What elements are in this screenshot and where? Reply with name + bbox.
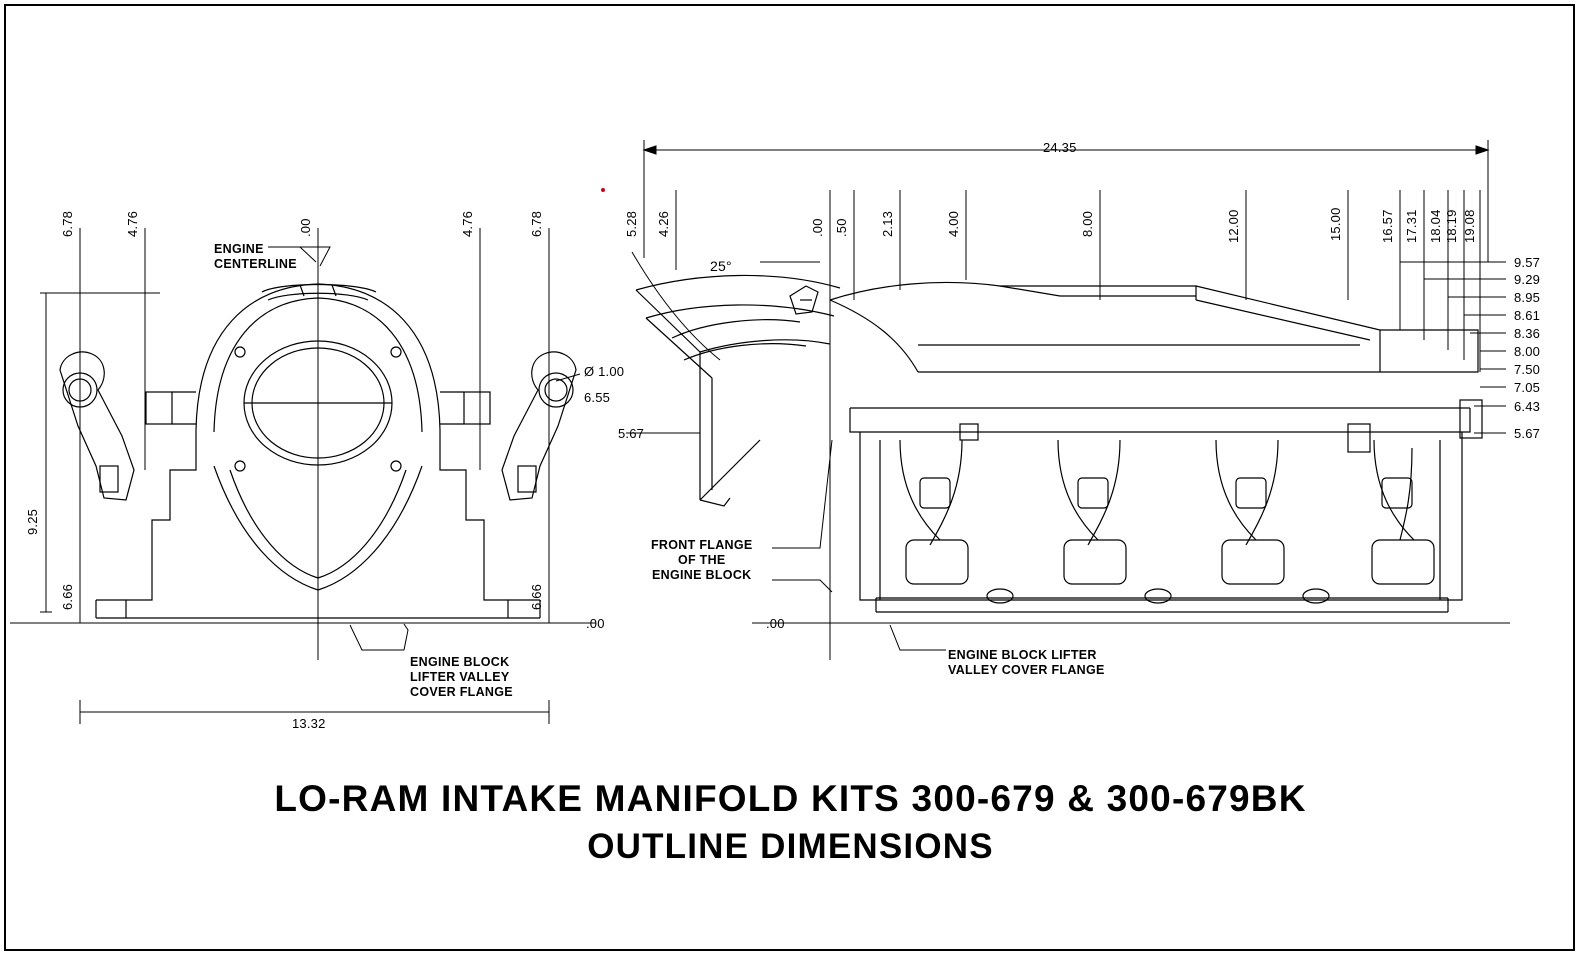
front-dim-9-25 bbox=[40, 293, 160, 612]
side-right-ordinate-3: 8.95 bbox=[1514, 290, 1541, 305]
front-lifter-valley-note bbox=[410, 655, 513, 700]
side-view-manifold bbox=[636, 275, 1482, 612]
side-dim-24-35 bbox=[644, 140, 1488, 262]
side-right-ordinate-2: 9.29 bbox=[1514, 272, 1541, 287]
front-dim-label-9-25: 9.25 bbox=[25, 508, 40, 535]
side-right-ordinate-7: 7.50 bbox=[1514, 362, 1541, 377]
angle-label: 25° bbox=[710, 258, 732, 274]
side-ordinate-label-4: .50 bbox=[834, 218, 849, 237]
front-flange-leader bbox=[772, 440, 832, 592]
side-right-ordinate-5: 8.36 bbox=[1514, 326, 1541, 341]
side-right-ordinate-9: 6.43 bbox=[1514, 399, 1541, 414]
side-right-ordinate-6: 8.00 bbox=[1514, 344, 1541, 359]
front-flange-note-line1: FRONT FLANGE bbox=[651, 538, 753, 552]
engine-centerline-note bbox=[214, 242, 297, 272]
side-view-right-ordinates bbox=[1400, 262, 1506, 433]
side-ordinate-label-6: 4.00 bbox=[946, 210, 961, 237]
side-right-ordinate-4: 8.61 bbox=[1514, 308, 1541, 323]
front-ordinate-label-2: 4.76 bbox=[125, 210, 140, 237]
side-ordinate-label-2: 4.26 bbox=[656, 210, 671, 237]
front-dim-label-6-55: 6.55 bbox=[584, 390, 611, 405]
side-view-ordinate-lines bbox=[644, 190, 1480, 660]
front-overall-width-label: 13.32 bbox=[292, 716, 326, 731]
side-ordinate-label-1: 5.28 bbox=[624, 210, 639, 237]
side-right-ordinate-10: 5.67 bbox=[1514, 426, 1541, 441]
front-ordinate-label-5: 6.78 bbox=[529, 210, 544, 237]
side-left-ordinate-label: 5.67 bbox=[618, 426, 645, 441]
engine-centerline-note-line2: CENTERLINE bbox=[214, 257, 297, 271]
side-lifter-valley-note-line1: ENGINE BLOCK LIFTER bbox=[948, 648, 1097, 662]
front-lifter-valley-leader bbox=[350, 624, 408, 650]
engine-centerline-note-line1: ENGINE bbox=[214, 242, 264, 256]
side-ordinate-label-13: 18.19 bbox=[1444, 209, 1459, 243]
side-ordinate-label-8: 12.00 bbox=[1226, 209, 1241, 243]
side-ordinate-label-10: 16.57 bbox=[1380, 209, 1395, 243]
front-flange-note-line2: OF THE bbox=[677, 553, 726, 567]
front-lifter-valley-note-line1: ENGINE BLOCK bbox=[410, 655, 510, 669]
title-line-2: OUTLINE DIMENSIONS bbox=[587, 827, 994, 866]
port-flanges bbox=[906, 540, 1434, 584]
front-ordinate-label-3: .00 bbox=[298, 218, 313, 237]
side-ordinate-label-3: .00 bbox=[810, 218, 825, 237]
side-right-ordinate-8: 7.05 bbox=[1514, 380, 1541, 395]
side-ordinate-label-12: 18.04 bbox=[1428, 209, 1443, 243]
intake-runners bbox=[900, 440, 1414, 545]
side-overall-length-label: 24.35 bbox=[1043, 140, 1077, 155]
front-ordinate-label-4: 4.76 bbox=[460, 210, 475, 237]
front-flange-note bbox=[651, 538, 753, 583]
front-lifter-valley-note-line3: COVER FLANGE bbox=[410, 685, 513, 699]
side-ordinate-label-5: 2.13 bbox=[880, 210, 895, 237]
side-ordinate-label-14: 19.08 bbox=[1462, 209, 1477, 243]
side-lifter-valley-note bbox=[948, 648, 1105, 678]
front-baseline-label: .00 bbox=[586, 616, 605, 631]
side-ordinate-label-11: 17.31 bbox=[1404, 209, 1419, 243]
front-ordinate-label-1: 6.78 bbox=[60, 210, 75, 237]
side-lifter-valley-leader bbox=[890, 625, 946, 650]
side-baseline-label: .00 bbox=[766, 616, 785, 631]
front-dim-label-6-66-right: 6.66 bbox=[529, 583, 544, 610]
side-ordinate-label-9: 15.00 bbox=[1328, 207, 1343, 241]
injector-bosses bbox=[920, 478, 1412, 508]
side-lifter-valley-note-line2: VALLEY COVER FLANGE bbox=[948, 663, 1105, 677]
side-ordinate-label-7: 8.00 bbox=[1080, 210, 1095, 237]
front-lifter-valley-note-line2: LIFTER VALLEY bbox=[410, 670, 510, 684]
bolt-holes bbox=[987, 589, 1329, 603]
diameter-label: Ø 1.00 bbox=[584, 364, 625, 379]
side-right-ordinate-1: 9.57 bbox=[1514, 255, 1541, 270]
title-block bbox=[0, 775, 1581, 871]
front-dim-label-6-66-left: 6.66 bbox=[60, 583, 75, 610]
front-flange-note-line3: ENGINE BLOCK bbox=[652, 568, 752, 582]
title-line-1: LO-RAM INTAKE MANIFOLD KITS 300-679 & 300-679BK bbox=[274, 778, 1307, 819]
